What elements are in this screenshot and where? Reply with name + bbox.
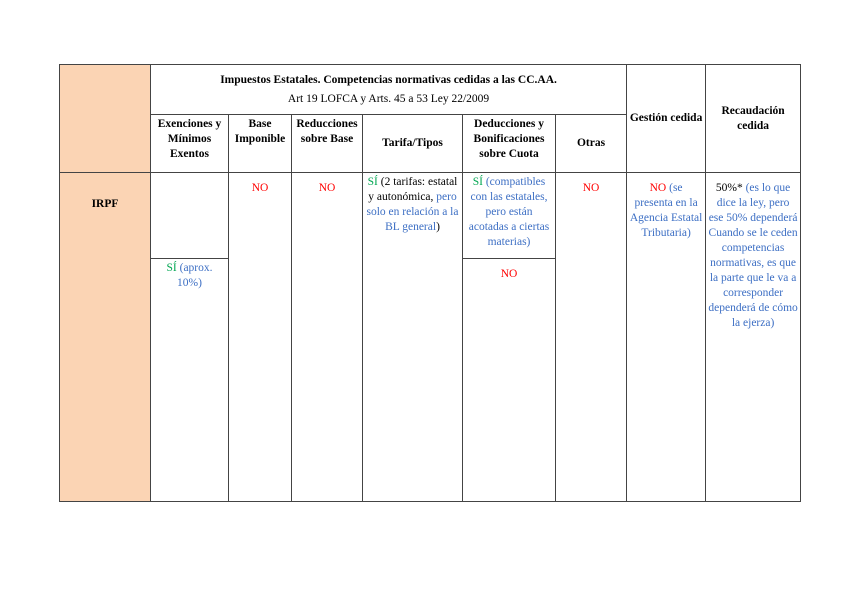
otras-cell (556, 173, 627, 502)
otras-value: NO (582, 182, 600, 194)
exenciones-empty-cell (151, 173, 229, 259)
header-recaudacion: Recaudación cedida (706, 65, 801, 173)
exenciones-detail: (aprox. 10%) (176, 262, 213, 289)
tax-name-cell: IRPF (60, 173, 151, 502)
header-exenciones: Exenciones y Mínimos Exentos (151, 115, 229, 173)
corner-cell (60, 65, 151, 173)
exenciones-si: SÍ (166, 262, 177, 274)
header-deducciones: Deducciones y Bonificaciones sobre Cuota (463, 115, 556, 173)
deducciones-si: SÍ (472, 176, 483, 188)
header-tarifa: Tarifa/Tipos (363, 115, 463, 173)
recaudacion-cell (706, 173, 801, 502)
recaudacion-value: 50%* (715, 182, 743, 194)
base-cell (229, 173, 292, 502)
deducciones-detail: (compatibles con las estatales, pero están acotadas a ciertas materias) (468, 176, 550, 248)
base-value: NO (251, 182, 269, 194)
tarifa-detail-2: pero solo en relación a la BL general (366, 191, 459, 233)
table-title-cell (151, 65, 627, 115)
deducciones-cell (463, 173, 556, 259)
header-gestion: Gestión cedida (627, 65, 706, 173)
deducciones-no-cell (463, 259, 556, 502)
header-base: Base Imponible (229, 115, 292, 173)
tarifa-si: SÍ (367, 176, 378, 188)
table-title: Impuestos Estatales. Competencias normativas cedidas a las CC.AA. (220, 73, 557, 86)
table-subtitle: Art 19 LOFCA y Arts. 45 a 53 Ley 22/2009 (287, 92, 490, 105)
recaudacion-detail: (es lo que dice la ley, pero ese 50% dependerá Cuando se le ceden competencias normativas, es que la parte que le va a corresponder dependerá de cómo la ejerza) (708, 182, 798, 329)
gestion-detail: (se presenta en la Agencia Estatal Tributaria) (629, 182, 703, 239)
tarifa-cell (363, 173, 463, 502)
tarifa-detail-1: (2 tarifas: estatal y autonómica, (368, 176, 458, 203)
deducciones-no: NO (500, 268, 518, 280)
tax-competencies-table (59, 64, 801, 502)
exenciones-cell (151, 259, 229, 502)
header-otras: Otras (556, 115, 627, 173)
reducciones-value: NO (318, 182, 336, 194)
tarifa-detail-3: ) (436, 221, 440, 233)
gestion-cell (627, 173, 706, 502)
header-reducciones: Reducciones sobre Base (292, 115, 363, 173)
reducciones-cell (292, 173, 363, 502)
gestion-no: NO (649, 182, 667, 194)
